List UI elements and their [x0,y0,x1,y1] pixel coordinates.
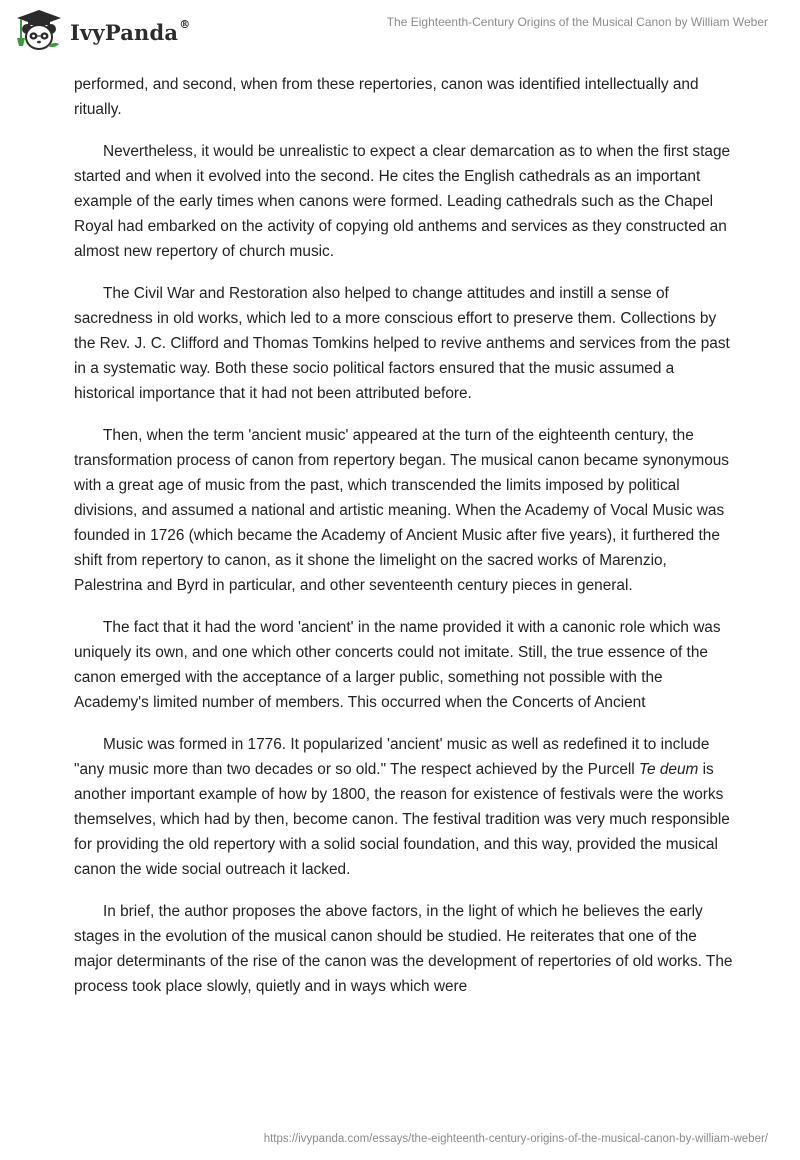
source-url[interactable]: https://ivypanda.com/essays/the-eighteenth-century-origins-of-the-musical-canon-by-william-weber/ [263,1133,768,1145]
paragraph-text-after: is another important example of how by 1800, the reason for existence of festivals were the works themselves, which had by then, become canon. The festival tradition was very much responsible for providing the old repertory with a solid social foundation, and this way, provided the musical canon the wide social outreach it lacked. [74,761,730,878]
paragraph: Nevertheless, it would be unrealistic to expect a clear demarcation as to when the first stage started and when it evolved into the second. He cites the English cathedrals as an important example of the early times when canons were formed. Leading cathedrals such as the Chapel Royal had embarked on the activity of copying old anthems and services as they constructed an almost new repertory of church music. [74,143,731,260]
paragraph-continued: performed, and second, when from these repertories, canon was identified intellectually and ritually. [74,76,699,118]
page-header [0,0,800,60]
brand-name-text: IvyPanda [70,19,179,45]
panda-graduate-icon [14,8,64,52]
brand-name [70,17,191,45]
paragraph: The Civil War and Restoration also helped to change attitudes and instill a sense of sacredness in old works, which led to a more conscious effort to preserve them. Collections by the Rev. J. C. Clifford and Thomas Tomkins helped to revive anthems and services from the past in a systematic way. Both these socio political factors ensured that the music assumed a historical importance that it had not been attributed before. [74,285,730,402]
paragraph: The fact that it had the word 'ancient' in the name provided it with a canonic role which was uniquely its own, and one which other concerts could not imitate. Still, the true essence of the canon emerged with the acceptance of a larger public, something not possible with the Academy's limited number of members. This occurred when the Concerts of Ancient [74,619,721,711]
paragraph: Then, when the term 'ancient music' appeared at the turn of the eighteenth century, the transformation process of canon from repertory began. The musical canon became synonymous with a great age of music from the past, which transcended the limits imposed by political divisions, and assumed a national and artistic meaning. When the Academy of Vocal Music was founded in 1726 (which became the Academy of Ancient Music after five years), it furthered the shift from repertory to canon, as it shone the limelight on the sacred works of Marenzio, Palestrina and Byrd in particular, and other seventeenth century pieces in general. [74,427,730,594]
essay-body [74,72,734,1016]
paragraph-text-before: Music was formed in 1776. It popularized 'ancient' music as well as redefined it to include "any music more than two decades or so old." The respect achieved by the Purcell [74,736,710,778]
document-title: The Eighteenth-Century Origins of the Musical Canon by William Weber [386,15,768,29]
registered-mark: ® [179,17,191,31]
ivypanda-logo[interactable] [14,8,190,52]
paragraph-with-italic [74,732,734,882]
italic-title-te-deum: Te deum [639,761,699,778]
paragraph: In brief, the author proposes the above factors, in the light of which he believes the early stages in the evolution of the musical canon should be studied. He reiterates that one of the major determinants of the rise of the canon was the development of repertories of old works. The process took place slowly, quietly and in ways which were [74,903,733,995]
